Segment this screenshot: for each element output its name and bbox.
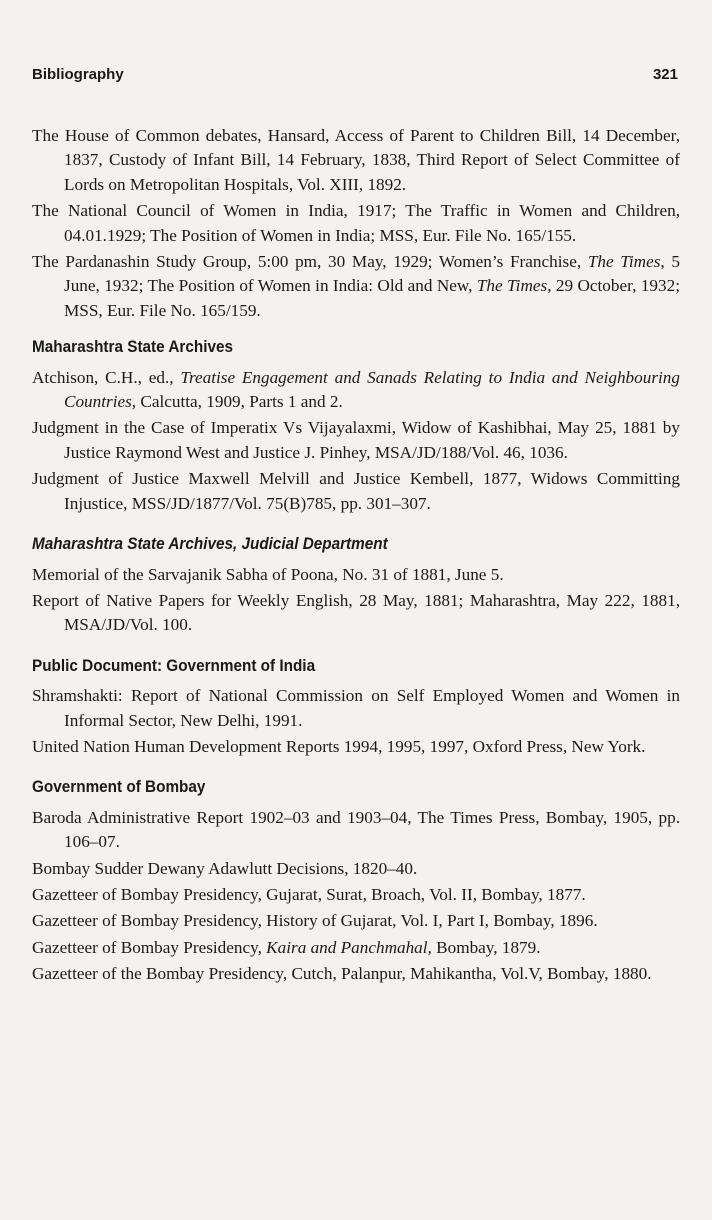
running-title: Bibliography — [32, 66, 124, 83]
bibliography-entry: Gazetteer of Bombay Presidency, History of Gujarat, Vol. I, Part I, Bombay, 1896. — [32, 911, 598, 931]
bibliography-entry: Gazetteer of the Bombay Presidency, Cutch, Palanpur, Mahikantha, Vol.V, Bombay, 1880. — [32, 964, 652, 984]
section-heading: Maharashtra State Archives — [32, 337, 233, 357]
section-heading: Maharashtra State Archives, Judicial Department — [32, 534, 388, 554]
section-heading: Public Document: Government of India — [32, 655, 316, 675]
bibliography-entry: The Pardanashin Study Group, 5:00 pm, 30 May, 1929; Women’s Franchise, The Times, 5 June, 1932; The Position of Women in India: Old and New, The Times, 29 October, 1932; MSS, Eur. File No. 165/159. — [32, 252, 680, 320]
bibliography-entry: Baroda Administrative Report 1902–03 and 1903–04, The Times Press, Bombay, 1905, pp. 106–07. — [32, 807, 680, 852]
section-judicial-department — [32, 532, 680, 638]
bibliography-entry: Bombay Sudder Dewany Adawlutt Decisions, 1820–40. — [32, 858, 418, 878]
section-maharashtra-state-archives — [32, 335, 680, 516]
intro-entries — [32, 124, 680, 323]
bibliography-entry: Gazetteer of Bombay Presidency, Gujarat, Surat, Broach, Vol. II, Bombay, 1877. — [32, 884, 586, 904]
bibliography-entry: United Nation Human Development Reports 1994, 1995, 1997, Oxford Press, New York. — [32, 736, 646, 756]
section-government-of-bombay — [32, 775, 680, 986]
bibliography-entry: Shramshakti: Report of National Commission on Self Employed Women and Women in Informal Sector, New Delhi, 1991. — [32, 686, 680, 730]
bibliography-entry: Gazetteer of Bombay Presidency, Kaira and Panchmahal, Bombay, 1879. — [32, 937, 541, 957]
bibliography-entry: Atchison, C.H., ed., Treatise Engagement and Sanads Relating to India and Neighbouring Countries, Calcutta, 1909, Parts 1 and 2. — [32, 367, 680, 412]
section-heading: Government of Bombay — [32, 777, 206, 797]
bibliography-entry: The National Council of Women in India, 1917; The Traffic in Women and Children, 04.01.1929; The Position of Women in India; MSS, Eur. File No. 165/155. — [32, 201, 680, 245]
running-head — [32, 66, 678, 83]
bibliography-entry: Memorial of the Sarvajanik Sabha of Poona, No. 31 of 1881, June 5. — [32, 564, 504, 584]
section-government-of-india — [32, 654, 680, 760]
bibliography-entry: Judgment in the Case of Imperatix Vs Vijayalaxmi, Widow of Kashibhai, May 25, 1881 by Justice Raymond West and Justice J. Pinhey, MSA/JD/188/Vol. 46, 1036. — [32, 418, 680, 462]
bibliography-entry: Report of Native Papers for Weekly English, 28 May, 1881; Maharashtra, May 222, 1881, MSA/JD/Vol. 100. — [32, 590, 680, 635]
bibliography-entry: The House of Common debates, Hansard, Access of Parent to Children Bill, 14 December, 1837, Custody of Infant Bill, 14 February, 1838, Third Report of Select Committee of Lords on Metropolitan Hospitals, Vol. XIII, 1892. — [32, 126, 680, 194]
page-number: 321 — [652, 66, 678, 83]
bibliography-content — [32, 124, 680, 989]
bibliography-entry: Judgment of Justice Maxwell Melvill and Justice Kembell, 1877, Widows Committing Injustice, MSS/JD/1877/Vol. 75(B)785, pp. 301–307. — [32, 469, 680, 513]
